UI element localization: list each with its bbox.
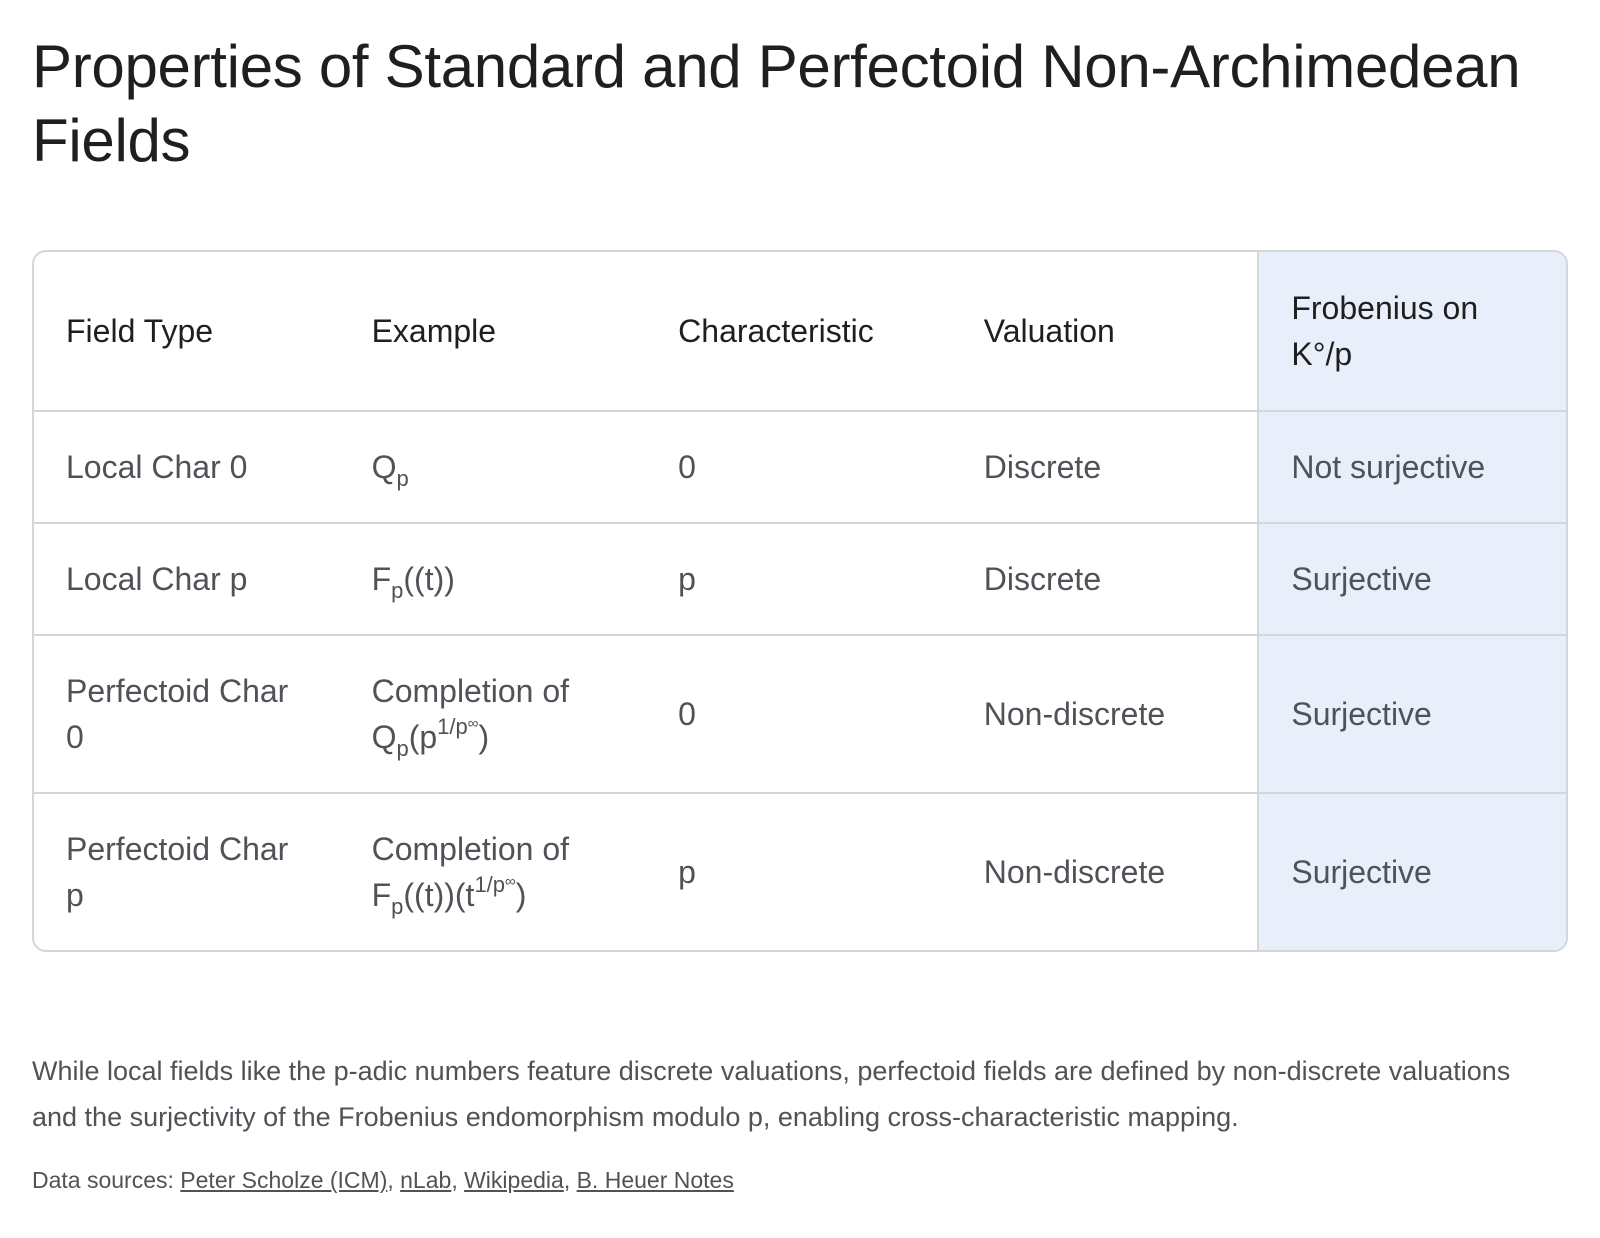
cell-characteristic: p bbox=[646, 523, 952, 635]
header-valuation: Valuation bbox=[983, 313, 1115, 349]
header-example: Example bbox=[371, 313, 497, 349]
source-link-scholze[interactable]: Peter Scholze (ICM) bbox=[180, 1167, 388, 1193]
table-row bbox=[34, 523, 1566, 635]
example-paren-open: (p bbox=[408, 719, 438, 755]
example-sup-text: 1/p bbox=[437, 714, 468, 739]
sources-separator: , bbox=[563, 1167, 577, 1193]
cell-frobenius: Surjective bbox=[1258, 635, 1566, 793]
cell-frobenius: Surjective bbox=[1258, 523, 1566, 635]
table-header-row bbox=[34, 252, 1566, 411]
cell-valuation: Non-discrete bbox=[952, 793, 1259, 950]
cell-field-type: Perfectoid Char p bbox=[34, 793, 340, 950]
cell-field-type: Local Char 0 bbox=[34, 411, 340, 523]
example-sub: p bbox=[391, 578, 404, 603]
example-sup bbox=[437, 714, 478, 739]
cell-characteristic: p bbox=[646, 793, 952, 950]
example-prefix: Completion of bbox=[371, 831, 570, 867]
cell-characteristic: 0 bbox=[646, 411, 952, 523]
example-paren-open: ((t))(t bbox=[403, 877, 475, 913]
sources-label: Data sources: bbox=[32, 1167, 174, 1193]
example-base: Q bbox=[371, 449, 397, 485]
example-base: Q bbox=[371, 719, 397, 755]
cell-frobenius: Not surjective bbox=[1258, 411, 1566, 523]
header-characteristic: Characteristic bbox=[678, 313, 874, 349]
example-sup-text: 1/p bbox=[474, 872, 506, 897]
example-base: F bbox=[371, 877, 392, 913]
cell-characteristic: 0 bbox=[646, 635, 952, 793]
properties-table bbox=[34, 252, 1566, 950]
sources-separator: , bbox=[387, 1167, 401, 1193]
example-paren-close: ) bbox=[478, 719, 490, 755]
source-link-nlab[interactable]: nLab bbox=[400, 1167, 452, 1193]
cell-example bbox=[340, 523, 647, 635]
cell-field-type: Perfectoid Char 0 bbox=[34, 635, 340, 793]
table-row bbox=[34, 635, 1566, 793]
cell-valuation: Discrete bbox=[952, 523, 1259, 635]
example-sub: p bbox=[391, 894, 404, 919]
table-row bbox=[34, 793, 1566, 950]
table-container bbox=[32, 250, 1568, 952]
example-sub: p bbox=[396, 466, 409, 491]
source-link-wikipedia[interactable]: Wikipedia bbox=[464, 1167, 564, 1193]
example-sup bbox=[474, 872, 515, 897]
cell-field-type: Local Char p bbox=[34, 523, 340, 635]
data-sources bbox=[32, 1167, 1568, 1194]
source-link-heuer[interactable]: B. Heuer Notes bbox=[576, 1167, 734, 1193]
cell-example bbox=[340, 635, 647, 793]
example-prefix: Completion of bbox=[371, 673, 570, 709]
example-supsup: ∞ bbox=[467, 715, 479, 732]
summary-text: While local fields like the p-adic numbers feature discrete valuations, perfectoid fields are defined by non-discrete valuations and the surjectivity of the Frobenius endomorphism modulo p, enabling cross-characteristic mapping. bbox=[32, 1056, 1511, 1132]
page-title: Properties of Standard and Perfectoid Non-Archimedean Fields bbox=[32, 33, 1521, 174]
table-row bbox=[34, 411, 1566, 523]
cell-valuation: Discrete bbox=[952, 411, 1259, 523]
example-supsup: ∞ bbox=[505, 873, 516, 890]
cell-valuation: Non-discrete bbox=[952, 635, 1259, 793]
example-tail: ((t)) bbox=[403, 561, 455, 597]
header-field-type: Field Type bbox=[66, 313, 214, 349]
example-base: F bbox=[371, 561, 392, 597]
example-paren-close: ) bbox=[515, 877, 527, 913]
sources-separator: , bbox=[451, 1167, 465, 1193]
header-frobenius: Frobenius on K°/p bbox=[1258, 252, 1566, 411]
cell-example bbox=[340, 793, 647, 950]
cell-frobenius: Surjective bbox=[1258, 793, 1566, 950]
cell-example bbox=[340, 411, 647, 523]
example-sub: p bbox=[396, 736, 409, 761]
